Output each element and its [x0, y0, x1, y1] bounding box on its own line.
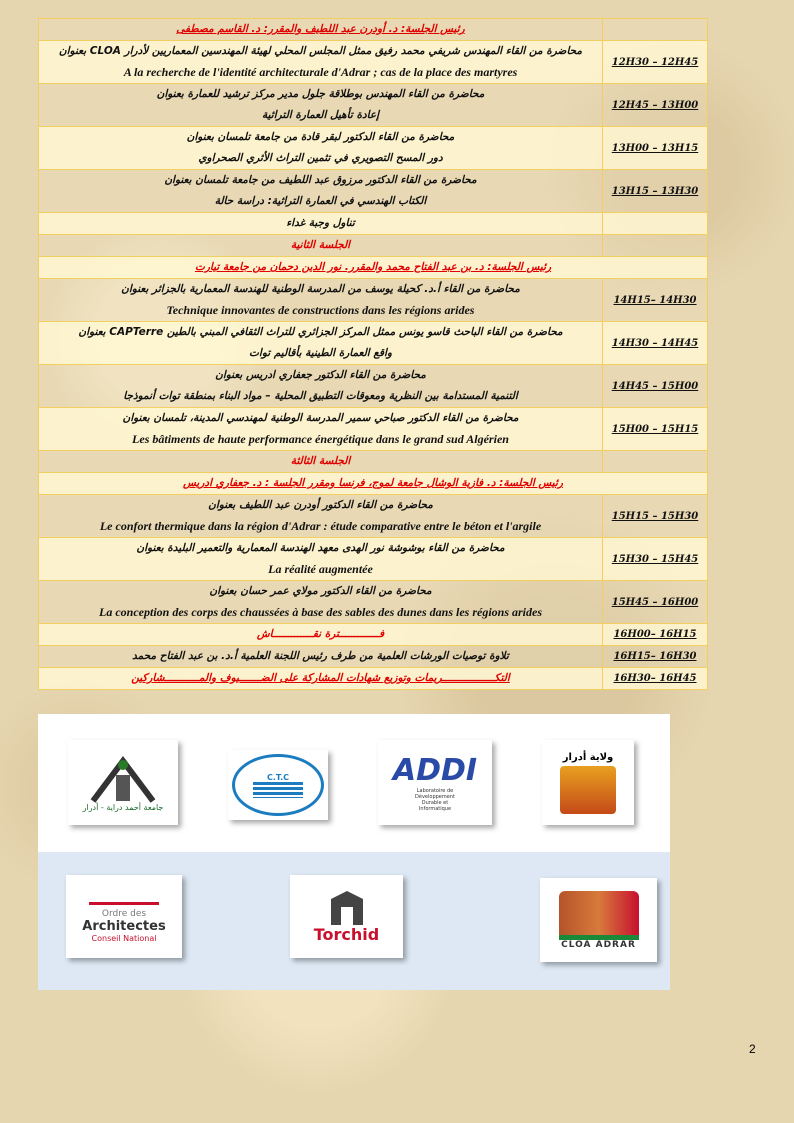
table-row: محاضرة من القاء الباحث قاسو يونس ممثل المركز الجزائري للتراث الثقافي المبني بالطين CAPTerre بعنوان واقع العمارة الطينية بأقاليم توات 14H30 – 14H45 [39, 322, 708, 365]
page-number: 2 [749, 1042, 756, 1056]
session1-chair-row: رئيس الجلسة: د. أودرن عبد اللطيف والمقرر: د. القاسم مصطفى [39, 19, 708, 41]
session3-title-row: الجلسة الثالثة [39, 451, 708, 473]
program-table [38, 18, 708, 690]
closing-row: التكـــــــــــــــــريمات وتوزيع شهادات المشاركة على الضـــــــيوف والمـــــــــــشاركين 16H30– 16H45 [39, 668, 708, 690]
table-row: محاضرة من القاء المهندس شريفي محمد رفيق ممثل المجلس المحلي لهيئة المهندسين المعماريين لأدرار CLOA بعنوان A la recherche de l'identité architecturale d'Adrar ; cas de la place des martyres 12H30 – 12H45 [39, 41, 708, 84]
wilaya-logo: ولاية أدرار [542, 740, 634, 825]
logos-bottom-band [38, 852, 670, 990]
logos-top-band [38, 714, 670, 852]
break-row: فـــــــــــــترة نقـــــــــــــاش 16H00– 16H15 [39, 624, 708, 646]
session2-chair-row: رئيس الجلسة: د. بن عبد الفتاح محمد والمقرر. نور الدين دحمان من جامعة تيارت [39, 257, 708, 279]
recommendations-row: تلاوة توصيات الورشات العلمية من طرف رئيس اللجنة العلمية أ.د. بن عبد الفتاح محمد 16H15– 16H30 [39, 646, 708, 668]
table-row: محاضرة من القاء الدكتور صباحي سمير المدرسة الوطنية لمهندسي المدينة، تلمسان بعنوان Les bâtiments de haute performance énergétique dans le grand sud Algérien 15H00 – 15H15 [39, 408, 708, 451]
table-row: محاضرة من القاء الدكتور مرزوق عبد اللطيف من جامعة تلمسان بعنوان الكتاب الهندسي في العمارة التراثية: دراسة حالة 13H15 – 13H30 [39, 170, 708, 213]
lunch-row: تناول وجبة غداء [39, 213, 708, 235]
torchid-building-icon [327, 889, 367, 925]
table-row: محاضرة من القاء بوشوشة نور الهدى معهد الهندسة المعمارية والتعمير البليدة بعنوان La réalité augmentée 15H30 – 15H45 [39, 538, 708, 581]
session3-chair-row: رئيس الجلسة: د. فازية الوشال جامعة لموج، فرنسا ومقرر الجلسة : د. جعفاري ادريس [39, 473, 708, 495]
ordre-architectes-logo: Ordre des Architectes Conseil National [66, 875, 182, 958]
ctc-logo: C.T.C [228, 750, 328, 820]
cloa-logo: CLOA ADRAR [540, 878, 657, 962]
table-row: محاضرة من القاء الدكتور جعفاري ادريس بعنوان التنمية المستدامة بين النظرية ومعوقات التطبيق المحلية – مواد البناء بمنطقة توات أنموذجا 14H45 – 15H00 [39, 365, 708, 408]
table-row: محاضرة من القاء الدكتور مولاي عمر حسان بعنوان La conception des corps des chaussées à base des sables des dunes dans les régions arides 15H45 – 16H00 [39, 581, 708, 624]
table-row: محاضرة من القاء الدكتور أودرن عبد اللطيف بعنوان Le confort thermique dans la région d'Adrar : étude comparative entre le béton et l'argile 15H15 – 15H30 [39, 495, 708, 538]
table-row: محاضرة من القاء المهندس بوطلاقة جلول مدير مركز ترشيد للعمارة بعنوان إعادة تأهيل العمارة التراثية 12H45 – 13H00 [39, 84, 708, 127]
torchid-logo: Torchid [290, 875, 403, 958]
table-row: محاضرة من القاء أ.د. كحيلة يوسف من المدرسة الوطنية للهندسة المعمارية بالجزائر بعنوان Technique innovantes de constructions dans les régions arides 14H15– 14H30 [39, 279, 708, 322]
session2-title-row: الجلسة الثانية [39, 235, 708, 257]
table-row: محاضرة من القاء الدكتور لبقر قادة من جامعة تلمسان بعنوان دور المسح التصويري في تثمين التراث الأثري الصحراوي 13H00 – 13H15 [39, 127, 708, 170]
addi-logo: ADDI Laboratoire de Développement Durable et Informatique [378, 740, 492, 825]
university-emblem-icon [88, 753, 158, 803]
university-logo: جامعة أحمد دراية - أدرار [68, 740, 178, 825]
